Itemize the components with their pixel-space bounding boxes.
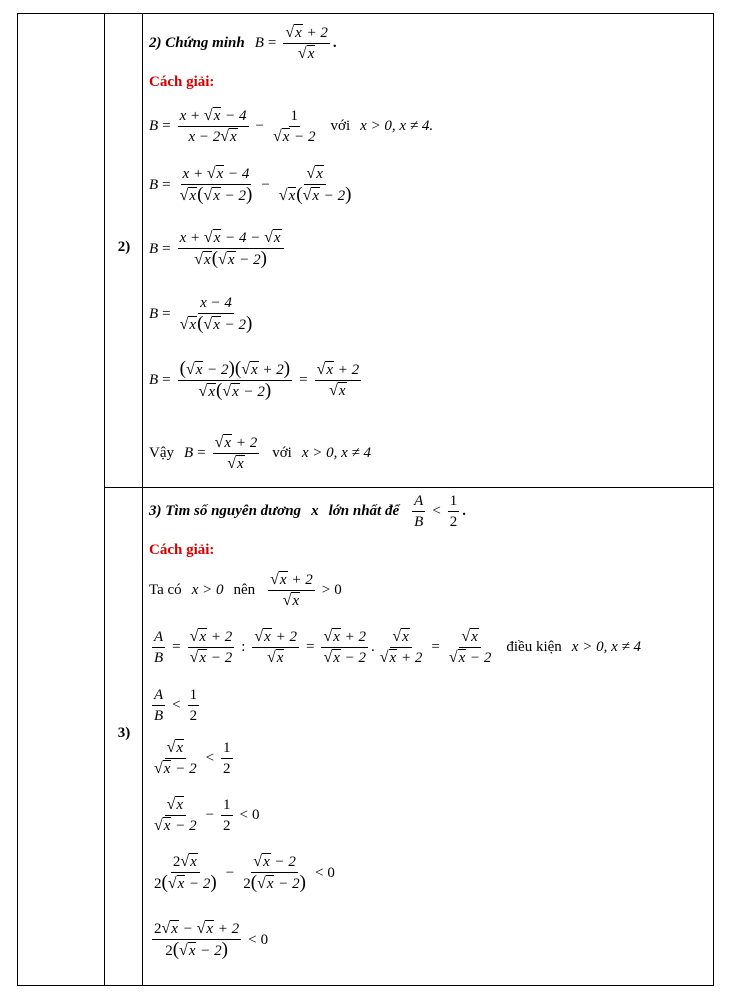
- eq-2-5: B = ( √ x − 2)( √ x + 2) √ x ( √ x − 2) = √ x + 2 √ x: [149, 358, 360, 401]
- table-column-divider-1: [104, 13, 105, 986]
- eq-2-1: B = x + √ x − 4 x − 2 √ x − 1 √ x − 2 với x > 0, x ≠ 4.: [149, 107, 434, 145]
- table-border-left: [17, 13, 18, 986]
- problem-3-title: 3) Tìm số nguyên dương x lớn nhất để $\frac{A}{B}$ < $\frac{1}{2}$ .: [149, 493, 467, 530]
- eq-2-2: B = x + √ x − 4 √ x ( √ x − 2) − √ x √ x ( √ x − 2): [149, 165, 352, 205]
- eq-3-1: Ta có x > 0 nên √ x + 2 √ x > 0: [149, 571, 342, 609]
- eq-3-2: $\frac{A}{B}$ = √ x + 2 √ x − 2 : √ x + 2 √ x = √ x + 2 √ x − 2 . √ x √ x + 2 = √ x √ x − 2 điều kiện x > 0, x ≠ 4: [154, 628, 641, 666]
- eq-2-conclusion: Vậy B = √ x + 2 √ x với x > 0, x ≠ 4: [149, 434, 371, 472]
- eq-3-7: 2 √ x − √ x + 2 2( √ x − 2) < 0: [154, 920, 269, 960]
- problem-2-title: 2) Chứng minh B = √ x + 2 √ x .: [149, 24, 337, 62]
- eq-3-4: √ x √ x − 2 < $\frac{1}{2}$: [154, 739, 231, 777]
- table-row-divider: [104, 487, 714, 488]
- table-border-top: [17, 13, 714, 14]
- eq-2-4: B = x − 4 √ x ( √ x − 2): [149, 295, 253, 334]
- eq-3-6: 2 √ x 2( √ x − 2) − √ x − 2 2( √ x − 2) < 0: [154, 853, 335, 893]
- table-column-divider-2: [142, 13, 143, 986]
- row-label-3: 3): [117, 725, 131, 741]
- table-border-right: [713, 13, 714, 986]
- eq-3-5: √ x √ x − 2 − $\frac{1}{2}$ < 0: [154, 796, 260, 834]
- eq-2-3: B = x + √ x − 4 − √ x √ x ( √ x − 2): [149, 229, 287, 269]
- eq-3-3: $\frac{A}{B}$ < $\frac{1}{2}$: [154, 687, 198, 724]
- row-label-2: 2): [117, 239, 131, 255]
- table-border-bottom: [17, 985, 714, 986]
- solution-label-3: Cách giải:: [149, 542, 215, 558]
- solution-label-2: Cách giải:: [149, 74, 215, 90]
